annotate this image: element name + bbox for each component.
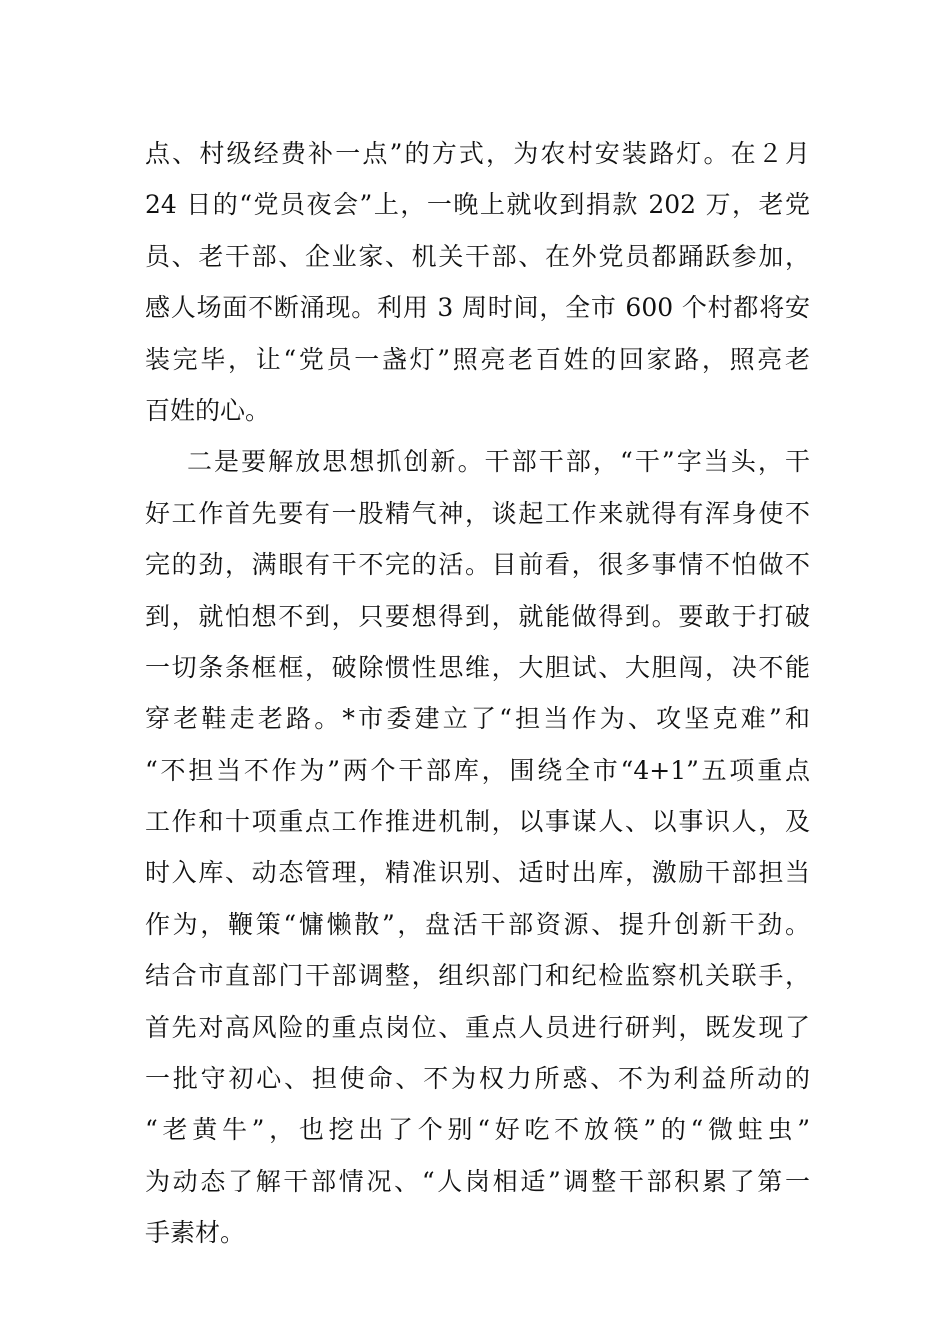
text-line: 一批守初心、担使命、不为权力所惑、不为利益所动的 bbox=[145, 1064, 810, 1094]
text-line: 穿老鞋走老路。*市委建立了“担当作为、攻坚克难”和 bbox=[145, 704, 810, 734]
text-line: 手素材。 bbox=[145, 1218, 246, 1248]
text-line: 工作和十项重点工作推进机制，以事谋人、以事识人，及 bbox=[145, 807, 810, 837]
text-line: 感人场面不断涌现。利用 3 周时间，全市 600 个村都将安 bbox=[145, 293, 810, 323]
text-line: 好工作首先要有一股精气神，谈起工作来就得有浑身使不 bbox=[145, 498, 810, 528]
body-text bbox=[145, 128, 810, 1259]
text-line: 点、村级经费补一点”的方式，为农村安装路灯。在２月 bbox=[145, 139, 810, 168]
paragraph-first-line: 二是要解放思想抓创新。干部干部，“干”字当头，干 bbox=[187, 447, 810, 477]
text-line: 到，就怕想不到，只要想得到，就能做得到。要敢于打破 bbox=[145, 601, 810, 631]
text-line: 结合市直部门干部调整，组织部门和纪检监察机关联手， bbox=[145, 961, 810, 991]
text-line: 24 日的“党员夜会”上，一晚上就收到捐款 202 万，老党 bbox=[145, 190, 810, 220]
text-line: 作为，鞭策“慵懒散”，盘活干部资源、提升创新干劲。 bbox=[145, 909, 810, 939]
text-line: 时入库、动态管理，精准识别、适时出库，激励干部担当 bbox=[145, 858, 810, 888]
text-line: “不担当不作为”两个干部库，围绕全市“4+1”五项重点 bbox=[145, 755, 810, 785]
text-line: 员、老干部、企业家、机关干部、在外党员都踊跃参加， bbox=[145, 241, 810, 271]
text-line: 首先对高风险的重点岗位、重点人员进行研判，既发现了 bbox=[145, 1012, 810, 1042]
text-line: 完的劲，满眼有干不完的活。目前看，很多事情不怕做不 bbox=[145, 550, 810, 580]
text-line: 百姓的心。 bbox=[145, 395, 271, 425]
text-line: 一切条条框框，破除惯性思维，大胆试、大胆闯，决不能 bbox=[145, 652, 810, 682]
text-line: 为动态了解干部情况、“人岗相适”调整干部积累了第一 bbox=[145, 1166, 810, 1196]
text-line: “老黄牛”，也挖出了个别“好吃不放筷”的“微蛀虫” bbox=[145, 1115, 810, 1145]
text-line: 装完毕，让“党员一盏灯”照亮老百姓的回家路，照亮老 bbox=[145, 344, 810, 374]
